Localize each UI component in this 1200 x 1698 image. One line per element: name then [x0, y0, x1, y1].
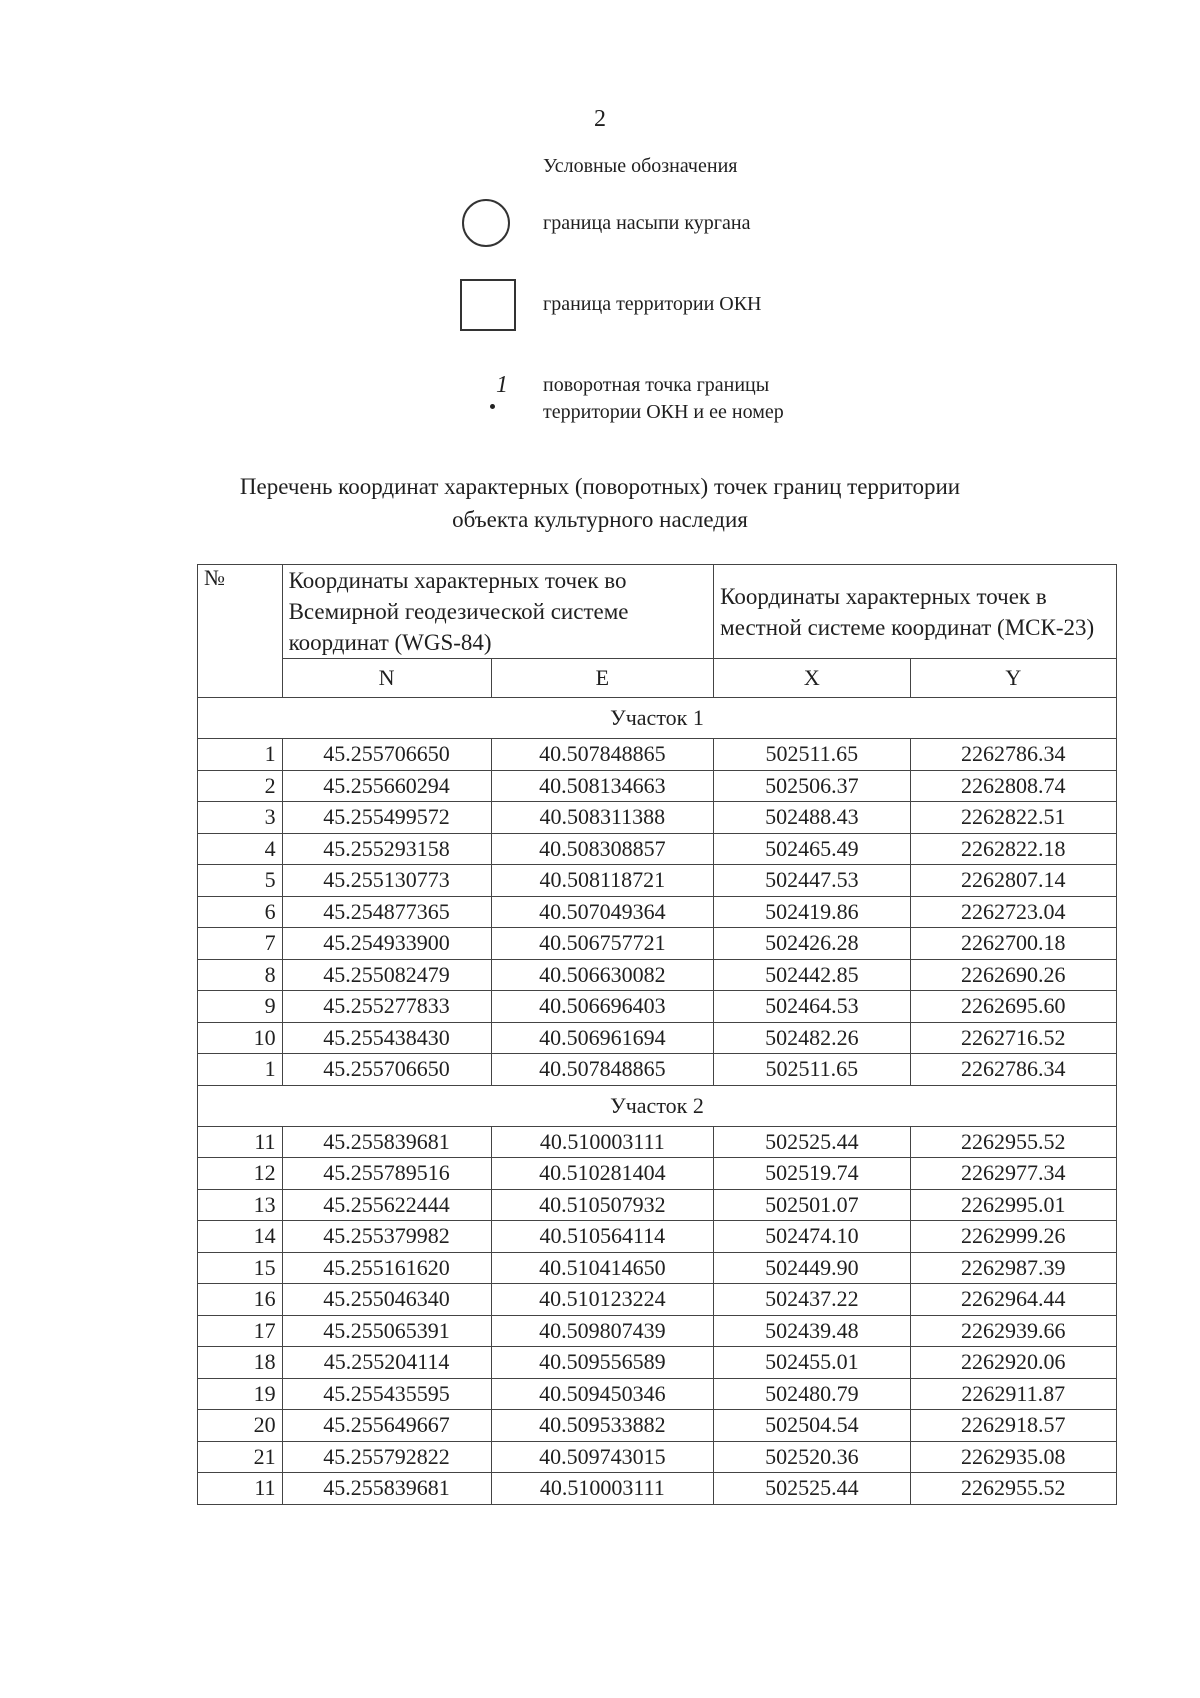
cell-y: 2262822.51 [910, 802, 1116, 834]
cell-e: 40.506696403 [491, 991, 714, 1023]
cell-point-number: 18 [198, 1347, 283, 1379]
cell-point-number: 19 [198, 1378, 283, 1410]
cell-e: 40.508311388 [491, 802, 714, 834]
table-row [198, 1473, 1117, 1505]
section-row [198, 698, 1117, 739]
cell-point-number: 7 [198, 928, 283, 960]
cell-x: 502426.28 [714, 928, 910, 960]
table-row [198, 1315, 1117, 1347]
cell-point-number: 21 [198, 1441, 283, 1473]
column-header-x: X [714, 659, 910, 698]
square-icon [458, 277, 518, 337]
cell-y: 2262987.39 [910, 1252, 1116, 1284]
legend-item-label-line2: территории ОКН и ее номер [543, 401, 784, 423]
cell-y: 2262822.18 [910, 833, 1116, 865]
cell-e: 40.508118721 [491, 865, 714, 897]
cell-x: 502464.53 [714, 991, 910, 1023]
column-header-number: № [198, 565, 283, 698]
cell-y: 2262918.57 [910, 1410, 1116, 1442]
cell-n: 45.255499572 [282, 802, 491, 834]
cell-x: 502501.07 [714, 1189, 910, 1221]
table-row [198, 833, 1117, 865]
cell-y: 2262690.26 [910, 959, 1116, 991]
table-row [198, 1221, 1117, 1253]
cell-y: 2262999.26 [910, 1221, 1116, 1253]
column-header-e: E [491, 659, 714, 698]
cell-point-number: 11 [198, 1126, 283, 1158]
cell-y: 2262808.74 [910, 770, 1116, 802]
legend-item-turning-point [458, 372, 958, 432]
cell-x: 502482.26 [714, 1022, 910, 1054]
column-header-msk23: Координаты характерных точек в местной системе координат (МСК-23) [714, 565, 1117, 659]
cell-point-number: 4 [198, 833, 283, 865]
table-row [198, 1284, 1117, 1316]
cell-e: 40.508308857 [491, 833, 714, 865]
cell-point-number: 1 [198, 739, 283, 771]
cell-x: 502511.65 [714, 1054, 910, 1086]
cell-n: 45.255438430 [282, 1022, 491, 1054]
table-row [198, 928, 1117, 960]
cell-e: 40.509743015 [491, 1441, 714, 1473]
cell-y: 2262716.52 [910, 1022, 1116, 1054]
table-row [198, 802, 1117, 834]
coordinates-table [197, 564, 1117, 1505]
cell-point-number: 2 [198, 770, 283, 802]
cell-y: 2262786.34 [910, 739, 1116, 771]
table-row [198, 1441, 1117, 1473]
cell-x: 502504.54 [714, 1410, 910, 1442]
cell-e: 40.506757721 [491, 928, 714, 960]
cell-y: 2262977.34 [910, 1158, 1116, 1190]
cell-x: 502474.10 [714, 1221, 910, 1253]
cell-y: 2262995.01 [910, 1189, 1116, 1221]
cell-e: 40.509807439 [491, 1315, 714, 1347]
cell-point-number: 14 [198, 1221, 283, 1253]
cell-e: 40.510414650 [491, 1252, 714, 1284]
cell-x: 502480.79 [714, 1378, 910, 1410]
table-row [198, 1252, 1117, 1284]
cell-n: 45.255065391 [282, 1315, 491, 1347]
cell-n: 45.255293158 [282, 833, 491, 865]
cell-n: 45.254933900 [282, 928, 491, 960]
point-marker-label: 1 [496, 372, 508, 398]
cell-n: 45.255435595 [282, 1378, 491, 1410]
cell-y: 2262700.18 [910, 928, 1116, 960]
table-row [198, 865, 1117, 897]
cell-e: 40.508134663 [491, 770, 714, 802]
cell-n: 45.255204114 [282, 1347, 491, 1379]
cell-n: 45.255792822 [282, 1441, 491, 1473]
section-label: Участок 2 [198, 1085, 1117, 1126]
cell-n: 45.255046340 [282, 1284, 491, 1316]
cell-point-number: 11 [198, 1473, 283, 1505]
cell-x: 502465.49 [714, 833, 910, 865]
cell-e: 40.510281404 [491, 1158, 714, 1190]
cell-n: 45.255277833 [282, 991, 491, 1023]
cell-n: 45.255789516 [282, 1158, 491, 1190]
cell-e: 40.506961694 [491, 1022, 714, 1054]
legend-item-label-line1: поворотная точка границы [543, 374, 770, 396]
cell-point-number: 6 [198, 896, 283, 928]
table-heading-line2: объекта культурного наследия [452, 507, 748, 532]
cell-x: 502439.48 [714, 1315, 910, 1347]
cell-y: 2262807.14 [910, 865, 1116, 897]
table-row [198, 739, 1117, 771]
page-number: 2 [594, 106, 606, 132]
table-row [198, 1158, 1117, 1190]
table-row [198, 1189, 1117, 1221]
cell-point-number: 13 [198, 1189, 283, 1221]
cell-x: 502449.90 [714, 1252, 910, 1284]
cell-x: 502519.74 [714, 1158, 910, 1190]
column-header-n: N [282, 659, 491, 698]
cell-x: 502520.36 [714, 1441, 910, 1473]
legend-item-label: граница насыпи кургана [543, 212, 751, 234]
cell-x: 502525.44 [714, 1126, 910, 1158]
table-row [198, 1126, 1117, 1158]
cell-point-number: 20 [198, 1410, 283, 1442]
cell-x: 502525.44 [714, 1473, 910, 1505]
cell-x: 502455.01 [714, 1347, 910, 1379]
table-row [198, 1410, 1117, 1442]
cell-e: 40.507049364 [491, 896, 714, 928]
cell-e: 40.509450346 [491, 1378, 714, 1410]
cell-y: 2262695.60 [910, 991, 1116, 1023]
table-header-row [198, 565, 1117, 659]
cell-n: 45.255706650 [282, 739, 491, 771]
section-label: Участок 1 [198, 698, 1117, 739]
legend-item-territory [458, 277, 958, 337]
cell-point-number: 8 [198, 959, 283, 991]
cell-e: 40.509533882 [491, 1410, 714, 1442]
cell-y: 2262955.52 [910, 1126, 1116, 1158]
cell-x: 502447.53 [714, 865, 910, 897]
cell-x: 502511.65 [714, 739, 910, 771]
cell-point-number: 3 [198, 802, 283, 834]
column-header-wgs84: Координаты характерных точек во Всемирной геодезической системе координат (WGS-84) [282, 565, 714, 659]
cell-e: 40.510003111 [491, 1473, 714, 1505]
column-header-y: Y [910, 659, 1116, 698]
legend-item-label: граница территории ОКН [543, 293, 762, 315]
table-heading-line1: Перечень координат характерных (поворотных) точек границ территории [239, 474, 961, 499]
cell-y: 2262939.66 [910, 1315, 1116, 1347]
cell-e: 40.510003111 [491, 1126, 714, 1158]
cell-e: 40.509556589 [491, 1347, 714, 1379]
cell-point-number: 5 [198, 865, 283, 897]
cell-y: 2262935.08 [910, 1441, 1116, 1473]
table-row [198, 1378, 1117, 1410]
cell-e: 40.507848865 [491, 1054, 714, 1086]
table-heading [0, 470, 1200, 536]
table-body [198, 698, 1117, 1505]
cell-y: 2262964.44 [910, 1284, 1116, 1316]
cell-point-number: 9 [198, 991, 283, 1023]
table-row [198, 1347, 1117, 1379]
cell-n: 45.255622444 [282, 1189, 491, 1221]
cell-e: 40.507848865 [491, 739, 714, 771]
table-row [198, 896, 1117, 928]
point-icon [458, 372, 518, 432]
circle-icon [458, 195, 518, 255]
cell-y: 2262786.34 [910, 1054, 1116, 1086]
cell-e: 40.506630082 [491, 959, 714, 991]
cell-point-number: 1 [198, 1054, 283, 1086]
table-row [198, 959, 1117, 991]
cell-x: 502442.85 [714, 959, 910, 991]
cell-n: 45.255649667 [282, 1410, 491, 1442]
cell-n: 45.254877365 [282, 896, 491, 928]
cell-x: 502488.43 [714, 802, 910, 834]
cell-y: 2262911.87 [910, 1378, 1116, 1410]
cell-n: 45.255706650 [282, 1054, 491, 1086]
cell-e: 40.510564114 [491, 1221, 714, 1253]
cell-n: 45.255839681 [282, 1126, 491, 1158]
table-subheader-row [198, 659, 1117, 698]
cell-e: 40.510123224 [491, 1284, 714, 1316]
table-row [198, 770, 1117, 802]
section-row [198, 1085, 1117, 1126]
cell-y: 2262955.52 [910, 1473, 1116, 1505]
cell-x: 502506.37 [714, 770, 910, 802]
cell-n: 45.255082479 [282, 959, 491, 991]
cell-point-number: 17 [198, 1315, 283, 1347]
cell-x: 502437.22 [714, 1284, 910, 1316]
cell-point-number: 15 [198, 1252, 283, 1284]
cell-y: 2262723.04 [910, 896, 1116, 928]
legend-item-mound [458, 195, 958, 255]
cell-y: 2262920.06 [910, 1347, 1116, 1379]
cell-point-number: 16 [198, 1284, 283, 1316]
table-row [198, 1054, 1117, 1086]
table-row [198, 991, 1117, 1023]
legend-title: Условные обозначения [543, 155, 738, 177]
cell-e: 40.510507932 [491, 1189, 714, 1221]
cell-x: 502419.86 [714, 896, 910, 928]
cell-n: 45.255130773 [282, 865, 491, 897]
table-row [198, 1022, 1117, 1054]
cell-point-number: 12 [198, 1158, 283, 1190]
cell-n: 45.255379982 [282, 1221, 491, 1253]
cell-n: 45.255161620 [282, 1252, 491, 1284]
cell-point-number: 10 [198, 1022, 283, 1054]
cell-n: 45.255839681 [282, 1473, 491, 1505]
cell-n: 45.255660294 [282, 770, 491, 802]
